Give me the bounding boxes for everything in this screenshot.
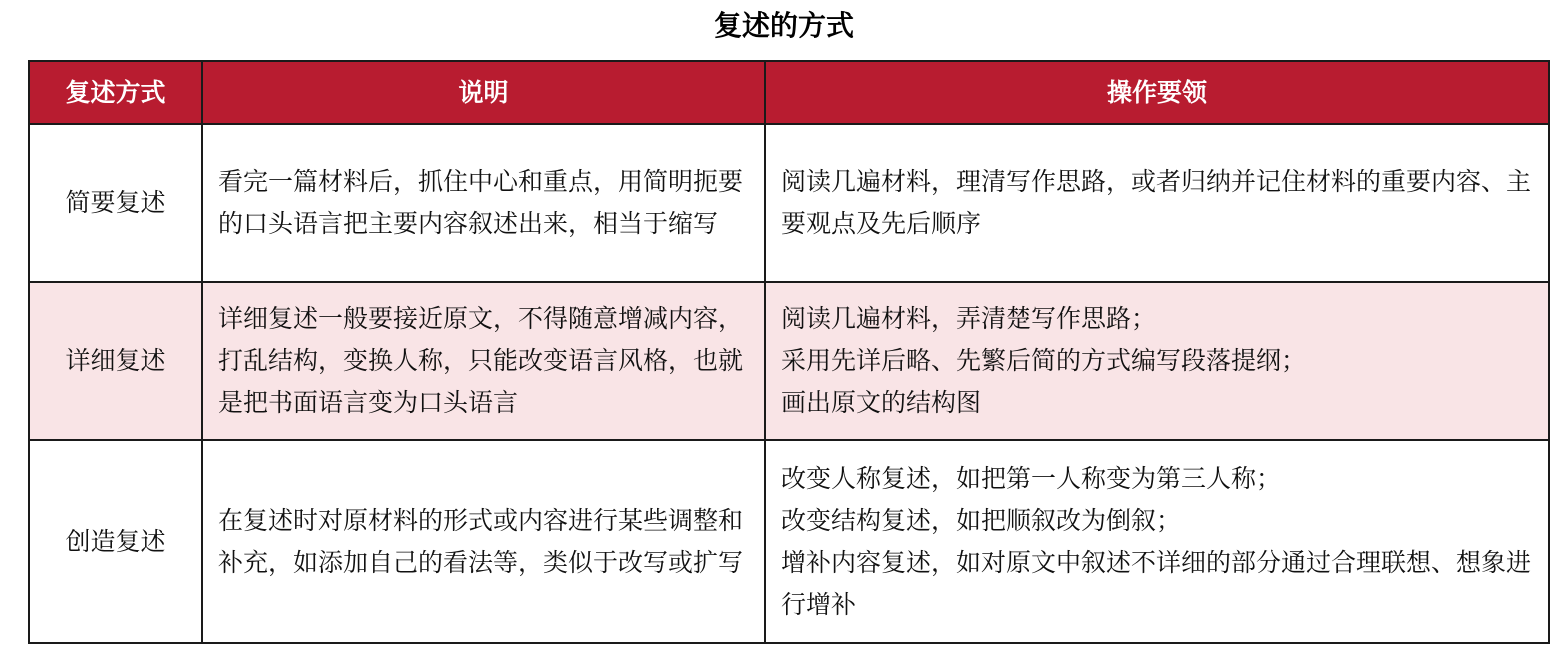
method-cell: 创造复述 xyxy=(29,440,202,643)
tips-cell xyxy=(765,440,1549,643)
tip-line: 阅读几遍材料，理清写作思路，或者归纳并记住材料的重要内容、主要观点及先后顺序 xyxy=(781,167,1532,238)
tip-line: 采用先详后略、先繁后简的方式编写段落提纲； xyxy=(781,346,1307,375)
header-description: 说明 xyxy=(202,61,765,124)
description-cell: 详细复述一般要接近原文，不得随意增减内容，打乱结构，变换人称，只能改变语言风格，也就是把书面语言变为口头语言 xyxy=(202,282,765,440)
table-header-row xyxy=(29,61,1549,124)
header-tips: 操作要领 xyxy=(765,61,1549,124)
tip-line: 改变人称复述，如把第一人称变为第三人称； xyxy=(781,463,1282,493)
table-row xyxy=(29,440,1549,643)
table-row xyxy=(29,124,1549,282)
page-title: 复述的方式 xyxy=(713,9,854,42)
method-cell: 简要复述 xyxy=(29,124,202,282)
header-method: 复述方式 xyxy=(29,61,202,124)
description-cell: 在复述时对原材料的形式或内容进行某些调整和补充，如添加自己的看法等，类似于改写或扩写 xyxy=(202,440,765,643)
method-cell: 详细复述 xyxy=(29,282,202,440)
tip-line: 改变结构复述，如把顺叙改为倒叙； xyxy=(781,505,1182,535)
tip-line: 画出原文的结构图 xyxy=(781,388,982,417)
retelling-methods-table xyxy=(28,60,1550,644)
tip-line: 阅读几遍材料，弄清楚写作思路； xyxy=(781,304,1157,333)
tip-line: 增补内容复述，如对原文中叙述不详细的部分通过合理联想、想象进行增补 xyxy=(781,547,1532,619)
table-row xyxy=(29,282,1549,440)
tips-cell xyxy=(765,124,1549,282)
tips-cell xyxy=(765,282,1549,440)
description-cell: 看完一篇材料后，抓住中心和重点，用简明扼要的口头语言把主要内容叙述出来，相当于缩写 xyxy=(202,124,765,282)
